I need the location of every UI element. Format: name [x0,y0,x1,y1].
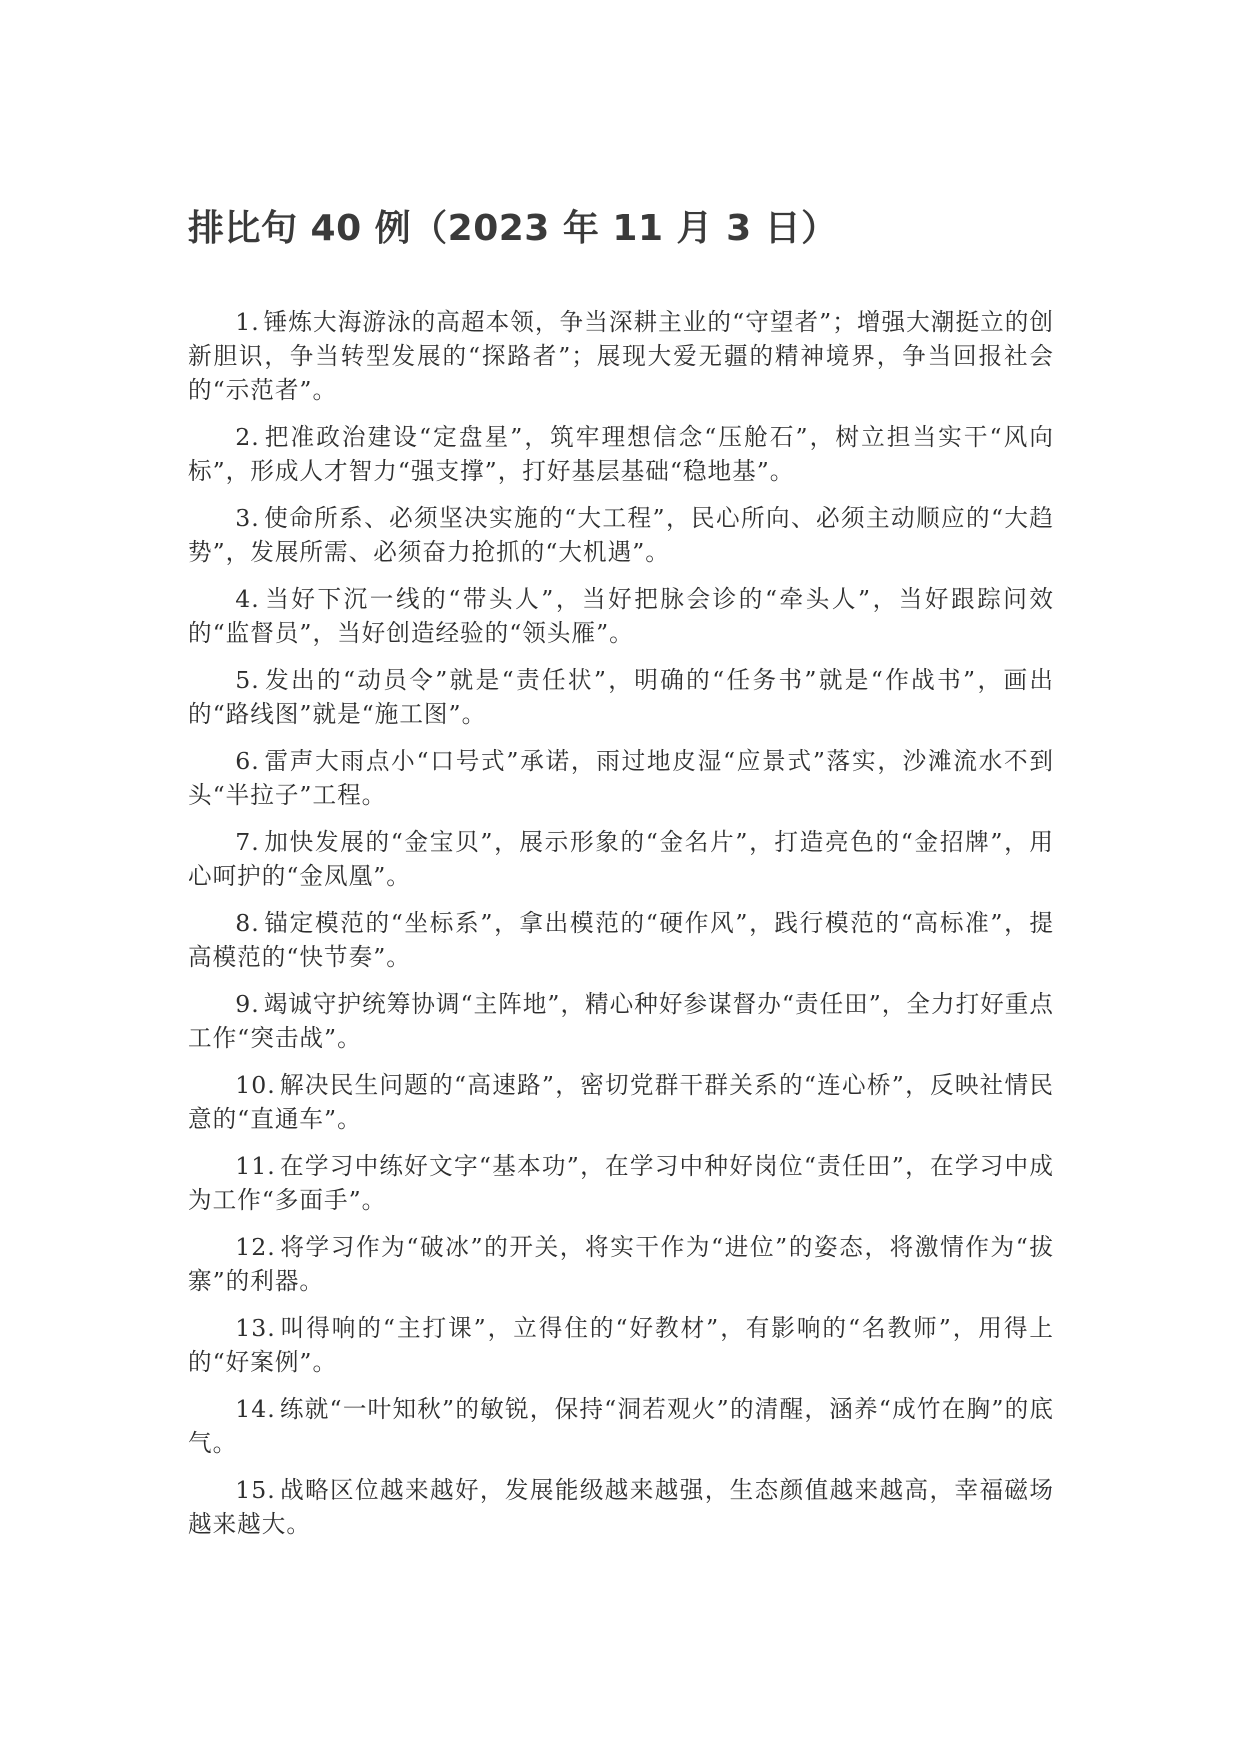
paragraph-11 [188,1149,1054,1217]
document-body [188,305,1054,1541]
document-title: 排比句 40 例（2023 年 11 月 3 日） [188,208,838,249]
paragraph-text: 锚定模范的“坐标系”，拿出模范的“硬作风”，践行模范的“高标准”，提高模范的“快节奏”。 [188,909,1054,971]
paragraph-number: 5. [235,666,260,694]
paragraph-number: 9. [235,990,260,1018]
paragraph-8 [188,906,1054,974]
paragraph-2 [188,420,1054,488]
paragraph-text: 将学习作为“破冰”的开关，将实干作为“进位”的姿态，将激情作为“拔寨”的利器。 [188,1233,1054,1295]
paragraph-text: 战略区位越来越好，发展能级越来越强，生态颜值越来越高，幸福磁场越来越大。 [188,1476,1054,1538]
paragraph-4 [188,582,1054,650]
paragraph-text: 当好下沉一线的“带头人”，当好把脉会诊的“牵头人”，当好跟踪问效的“监督员”，当好创造经验的“领头雁”。 [188,585,1054,647]
paragraph-15 [188,1473,1054,1541]
paragraph-number: 14. [235,1395,276,1423]
paragraph-12 [188,1230,1054,1298]
paragraph-9 [188,987,1054,1055]
paragraph-number: 1. [235,308,260,336]
paragraph-number: 2. [235,423,260,451]
paragraph-5 [188,663,1054,731]
paragraph-number: 8. [235,909,260,937]
paragraph-text: 使命所系、必须坚决实施的“大工程”，民心所向、必须主动顺应的“大趋势”，发展所需、必须奋力抢抓的“大机遇”。 [188,504,1054,566]
paragraph-7 [188,825,1054,893]
paragraph-text: 竭诚守护统筹协调“主阵地”，精心种好参谋督办“责任田”，全力打好重点工作“突击战”。 [188,990,1054,1052]
paragraph-number: 10. [235,1071,276,1099]
paragraph-number: 3. [235,504,260,532]
paragraph-number: 15. [235,1476,276,1504]
paragraph-number: 12. [235,1233,276,1261]
paragraph-number: 7. [235,828,260,856]
paragraph-text: 解决民生问题的“高速路”，密切党群干群关系的“连心桥”，反映社情民意的“直通车”。 [188,1071,1054,1133]
paragraph-13 [188,1311,1054,1379]
paragraph-text: 加快发展的“金宝贝”，展示形象的“金名片”，打造亮色的“金招牌”，用心呵护的“金凤凰”。 [188,828,1054,890]
paragraph-text: 叫得响的“主打课”，立得住的“好教材”，有影响的“名教师”，用得上的“好案例”。 [188,1314,1054,1376]
paragraph-14 [188,1392,1054,1460]
paragraph-1 [188,305,1054,407]
paragraph-number: 4. [235,585,260,613]
paragraph-text: 练就“一叶知秋”的敏锐，保持“洞若观火”的清醒，涵养“成竹在胸”的底气。 [188,1395,1054,1457]
paragraph-3 [188,501,1054,569]
paragraph-6 [188,744,1054,812]
paragraph-text: 把准政治建设“定盘星”，筑牢理想信念“压舱石”，树立担当实干“风向标”，形成人才智力“强支撑”，打好基层基础“稳地基”。 [188,423,1054,485]
paragraph-10 [188,1068,1054,1136]
paragraph-text: 发出的“动员令”就是“责任状”，明确的“任务书”就是“作战书”，画出的“路线图”就是“施工图”。 [188,666,1054,728]
paragraph-text: 锤炼大海游泳的高超本领，争当深耕主业的“守望者”；增强大潮挺立的创新胆识，争当转型发展的“探路者”；展现大爱无疆的精神境界，争当回报社会的“示范者”。 [188,308,1054,404]
paragraph-text: 在学习中练好文字“基本功”，在学习中种好岗位“责任田”，在学习中成为工作“多面手”。 [188,1152,1054,1214]
paragraph-number: 6. [235,747,260,775]
paragraph-number: 11. [235,1152,276,1180]
paragraph-number: 13. [235,1314,276,1342]
paragraph-text: 雷声大雨点小“口号式”承诺，雨过地皮湿“应景式”落实，沙滩流水不到头“半拉子”工程。 [188,747,1054,809]
